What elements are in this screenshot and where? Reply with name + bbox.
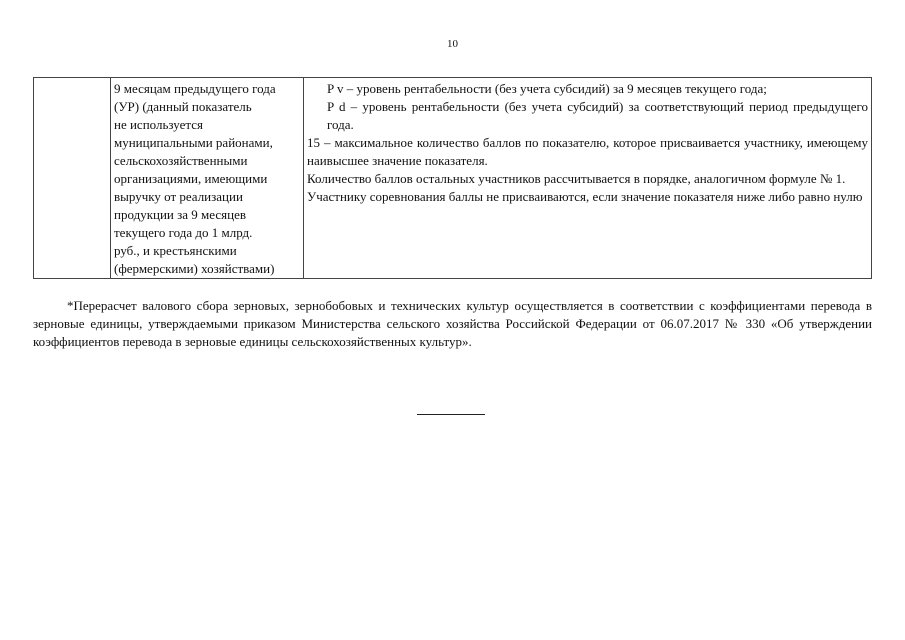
- description-paragraph: P v – уровень рентабельности (без учета субсидий) за 9 месяцев текущего года;: [327, 81, 767, 96]
- table-cell-number: [34, 78, 111, 279]
- criteria-table: [33, 77, 872, 279]
- page-number: 10: [447, 38, 458, 50]
- description-paragraph: P d – уровень рентабельности (без учета субсидий) за соответствующий период предыдущего года.: [327, 99, 868, 132]
- table-cell-description: [304, 78, 872, 279]
- description-paragraph: Участнику соревнования баллы не присваиваются, если значение показателя ниже либо равно нулю: [307, 189, 863, 204]
- footnote: *Перерасчет валового сбора зерновых, зернобобовых и технических культур осуществляется в соответствии с коэффициентами перевода в зерновые единицы, утверждаемыми приказом Министерства сельского хозяйства Российской Федерации от 06.07.2017 № 330 «Об утверждении коэффициентов перевода в зерновые единицы сельскохозяйственных культур».: [33, 298, 872, 349]
- criteria-text: 9 месяцам предыдущего года (УР) (данный показатель не используется муниципальными районами, сельскохозяйственными организациями, имеющими выручку от реализации продукции за 9 месяцев текущего года до 1 млрд. руб., и крестьянскими (фермерскими) хозяйствами): [114, 81, 276, 276]
- divider-line: [417, 414, 485, 415]
- description-paragraph: 15 – максимальное количество баллов по показателю, которое присваивается участнику, имеющему наивысшее значение показателя.: [307, 135, 868, 168]
- table-row: [34, 78, 872, 279]
- description-paragraph: Количество баллов остальных участников рассчитывается в порядке, аналогичном формуле № 1.: [307, 171, 846, 186]
- table-cell-criteria: [111, 78, 304, 279]
